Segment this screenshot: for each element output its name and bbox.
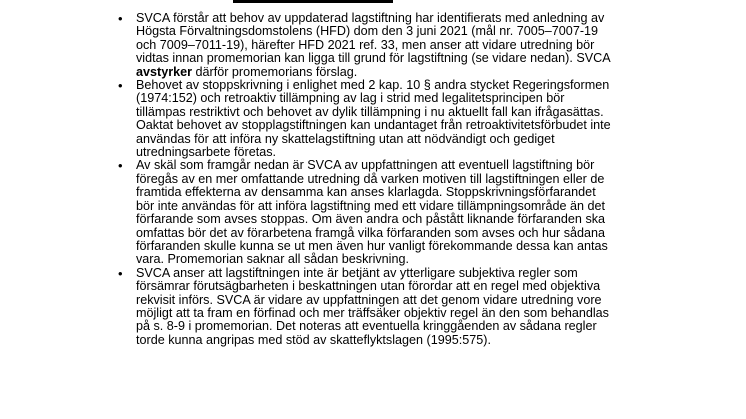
text-line: och 7009–7011-19), härefter HFD 2021 ref. 33, men anser att vidare utredning bör	[136, 37, 595, 52]
list-item	[0, 79, 636, 159]
bullet-icon: •	[118, 78, 123, 94]
bullet-list	[0, 12, 636, 347]
list-item-text	[136, 159, 636, 266]
text-line: framtida effekterna av densamma kan anses klarlagda. Stoppskrivningsförfarandet	[136, 185, 596, 200]
text-line: torde kunna angripas med stöd av skatteflyktslagen (1995:575).	[136, 332, 491, 347]
text-line: omfattas bör det av förarbetena framgå vilka förfaranden som avses och hur sådana	[136, 225, 606, 240]
text-line: användas för att införa ny skattelagstiftning utan att nödvändigt och gediget	[136, 131, 555, 146]
text-line: på s. 8-9 i promemorian. Det noteras att eventuella kringgåenden av sådana regler	[136, 319, 597, 334]
text-line: föregås av en mer omfattande utredning då varken motiven till lagstiftningen eller de	[136, 171, 605, 186]
text-line: tillämpas restriktivt och behovet av dylik tillämpning i nu aktuellt fall kan ifrågasättas.	[136, 104, 604, 119]
text-line: Av skäl som framgår nedan är SVCA av uppfattningen att eventuell lagstiftning bör	[136, 158, 595, 173]
text-line: SVCA anser att lagstiftningen inte är betjänt av ytterligare subjektiva regler som	[136, 265, 578, 280]
text-line: Oaktat behovet av stopplagstiftningen kan undantaget från retroaktivitetsförbudet inte	[136, 118, 611, 133]
text-line: försämrar förutsägbarheten i beskattningen utan förordar att en regel med objektiva	[136, 279, 601, 294]
bullet-icon: •	[118, 265, 123, 281]
heading-fragment-rule	[233, 0, 393, 3]
text-line: rekvisit införs. SVCA är vidare av uppfattningen att det genom vidare utredning vore	[136, 292, 602, 307]
list-item-text	[136, 12, 636, 79]
text-line: förfarande som avses stoppas. Om även andra och påstått liknande förfaranden ska	[136, 212, 606, 227]
text-line: SVCA förstår att behov av uppdaterad lagstiftning har identifierats med anledning av	[136, 11, 605, 25]
text-line: bör inte användas för att införa lagstiftning med ett vidare tillämpningsområde än det	[136, 198, 606, 213]
list-item	[0, 267, 636, 347]
text-fragment: därför promemorians förslag.	[192, 64, 358, 79]
text-line: Högsta Förvaltningsdomstolens (HFD) dom den 3 juni 2021 (mål nr. 7005–7007-19	[136, 24, 599, 39]
text-line: (1974:152) och retroaktiv tillämpning av lag i strid med legalitetsprincipen bör	[136, 91, 565, 106]
text-line	[136, 66, 636, 79]
bullet-icon: •	[118, 158, 123, 174]
text-line: vidtas innan promemorian kan ligga till grund för lagstiftning (se vidare nedan). SVCA	[136, 51, 611, 66]
text-line: vara. Promemorian saknar all sådan beskrivning.	[136, 252, 409, 267]
list-item	[0, 159, 636, 266]
text-line: möjligt att ta fram en förfinad och mer träffsäker objektiv regel än den som behandlas	[136, 305, 609, 320]
bullet-icon: •	[118, 11, 123, 26]
emphasis-avstyrker: avstyrker	[136, 64, 193, 79]
text-line: Behovet av stoppskrivning i enlighet med 2 kap. 10 § andra stycket Regeringsformen	[136, 78, 610, 93]
list-item	[0, 12, 636, 79]
list-item-text	[136, 79, 636, 159]
text-line: förfaranden skulle kunna se ut men även hur vanligt förekommande dessa kan antas	[136, 238, 608, 253]
list-item-text	[136, 267, 636, 347]
text-line: utredningsarbete företas.	[136, 145, 277, 160]
